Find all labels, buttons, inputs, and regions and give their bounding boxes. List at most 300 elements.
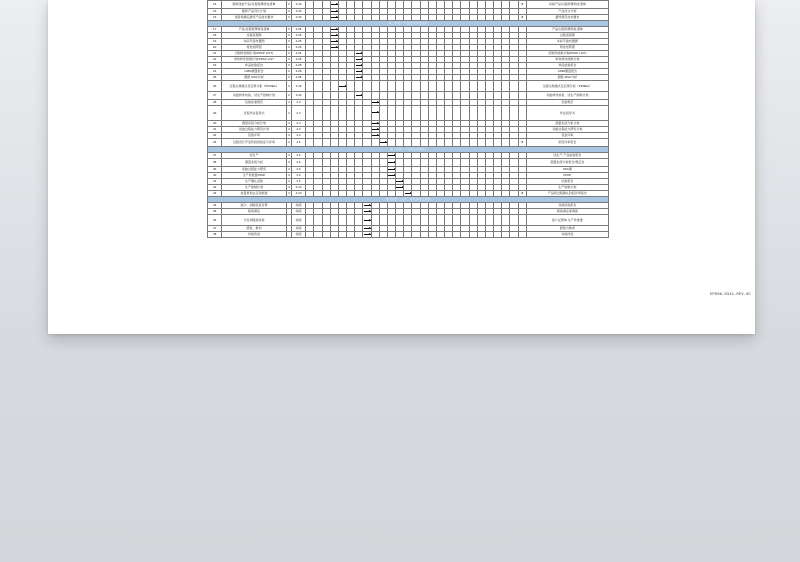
timeline-cell <box>363 139 371 147</box>
deliverable-name: 产品设计计划 <box>526 9 608 15</box>
timeline-cell <box>502 232 510 238</box>
task-number: 37 <box>208 153 222 159</box>
task-name: CMM测量报告 <box>222 69 286 75</box>
timeline-cell <box>436 106 444 121</box>
timeline-cell <box>453 81 461 92</box>
schedule-arrow <box>356 53 363 54</box>
timeline-cell <box>387 81 395 92</box>
schedule-arrow <box>405 193 412 194</box>
task-number: 39 <box>208 167 222 173</box>
task-month: 4 <box>286 106 291 121</box>
timeline-cell <box>306 106 314 121</box>
task-name: 试验场确定最终产品技术要求 <box>222 15 286 21</box>
timeline-cell <box>404 81 412 92</box>
timeline-cell <box>453 106 461 121</box>
deliverable-name: 试验报告 <box>526 179 608 185</box>
timeline-cell <box>469 159 477 167</box>
timeline-cell <box>461 215 469 226</box>
task-name: 随样送检产品/过程特殊特性清单 <box>222 1 286 9</box>
timeline-cell <box>338 92 346 100</box>
task-date: 3.30 <box>291 1 305 9</box>
timeline-cell <box>445 159 453 167</box>
schedule-arrow <box>331 17 338 18</box>
timeline-cell <box>330 191 338 197</box>
task-number: 19 <box>208 39 222 45</box>
timeline-cell <box>379 81 387 92</box>
timeline-cell <box>461 92 469 100</box>
timeline-cell <box>347 92 355 100</box>
timeline-cell <box>371 1 379 9</box>
timeline-cell <box>387 15 395 21</box>
task-date: 4.3 <box>291 127 305 133</box>
timeline-cell <box>306 139 314 147</box>
task-name: 初始过程能力研究计划 <box>222 127 286 133</box>
timeline-cell <box>314 15 322 21</box>
deliverable-name: 顾客满意度调查 <box>526 209 608 215</box>
timeline-cell <box>355 15 363 21</box>
timeline-cell <box>371 159 379 167</box>
timeline-cell <box>363 106 371 121</box>
task-name: 质量策划认定和批准 <box>222 191 286 197</box>
task-date: 3.29 <box>291 81 305 92</box>
deliverable-name: 过程流程图 <box>526 33 608 39</box>
timeline-cell <box>428 15 436 21</box>
timeline-cell <box>387 191 395 197</box>
timeline-cell <box>330 159 338 167</box>
timeline-cell <box>412 81 420 92</box>
timeline-cell <box>379 191 387 197</box>
timeline-cell <box>347 15 355 21</box>
deliverable-name: 作业指导书 <box>526 106 608 121</box>
timeline-cell <box>379 15 387 21</box>
task-row <box>208 106 609 121</box>
task-month: 3 <box>287 51 290 55</box>
timeline-cell <box>494 215 502 226</box>
timeline-cell <box>436 139 444 147</box>
timeline-cell <box>436 232 444 238</box>
timeline-cell <box>363 15 371 21</box>
task-name: 过程设计开发阶段的验证与评审 <box>222 139 286 147</box>
timeline-cell <box>502 81 510 92</box>
timeline-cell <box>436 92 444 100</box>
timeline-cell <box>428 139 436 147</box>
deliverable-name: 图纸·MSA分析 <box>526 75 608 81</box>
task-number: 41 <box>208 179 222 185</box>
task-name: 减少、消除变差对策 <box>222 203 286 209</box>
deliverable-name: 产品和过程确认阶段评审报告 <box>526 191 608 197</box>
timeline-cell <box>510 215 518 226</box>
timeline-cell <box>330 1 338 9</box>
timeline-cell <box>347 215 355 226</box>
schedule-arrow <box>331 4 338 5</box>
timeline-cell <box>420 106 428 121</box>
timeline-cell <box>306 15 314 21</box>
timeline-cell <box>404 191 412 197</box>
task-number: 15 <box>208 15 222 21</box>
timeline-cell <box>461 1 469 9</box>
task-number: 40 <box>208 173 222 179</box>
task-date: 4.5 <box>291 139 305 147</box>
timeline-cell <box>355 1 363 9</box>
timeline-cell <box>404 1 412 9</box>
timeline-cell <box>314 159 322 167</box>
task-number: 20 <box>208 45 222 51</box>
task-date: 3.30 <box>291 15 305 21</box>
timeline-cell <box>387 106 395 121</box>
timeline-cell <box>461 15 469 21</box>
task-name: 测量系统分析 <box>222 159 286 167</box>
task-date: 4.6 <box>291 153 305 159</box>
timeline-cell <box>436 191 444 197</box>
task-number: 25 <box>208 75 222 81</box>
timeline-cell <box>436 1 444 9</box>
task-number: 21 <box>208 51 222 57</box>
deliverable-name: 生产控制计划 <box>526 185 608 191</box>
task-name: 包装评审 <box>222 133 286 139</box>
phase-title: 第四阶段：反馈、评定和纠正措施 <box>208 197 609 203</box>
timeline-cell <box>347 1 355 9</box>
timeline-cell <box>494 1 502 9</box>
apqp-schedule-sheet <box>207 0 609 252</box>
timeline-cell <box>379 92 387 100</box>
timeline-cell <box>485 106 493 121</box>
timeline-cell <box>453 215 461 226</box>
timeline-cell <box>412 159 420 167</box>
task-date: 3.28 <box>291 69 305 75</box>
schedule-arrow <box>339 86 346 87</box>
timeline-cell <box>306 81 314 92</box>
task-name: 过程作业指导书 <box>222 106 286 121</box>
timeline-cell <box>445 232 453 238</box>
timeline-cell <box>363 81 371 92</box>
task-month: 4 <box>287 133 290 137</box>
timeline-cell <box>330 15 338 21</box>
timeline-cell <box>510 81 518 92</box>
timeline-cell <box>469 191 477 197</box>
schedule-arrow <box>372 112 379 113</box>
deliverable-name: 审核样件控制计划 <box>526 57 608 63</box>
timeline-cell <box>347 191 355 197</box>
timeline-cell <box>428 106 436 121</box>
schedule-arrow <box>364 205 371 206</box>
schedule-arrow <box>364 234 371 235</box>
timeline-cell <box>347 232 355 238</box>
timeline-cell <box>485 81 493 92</box>
task-name: 交付和服务改进 <box>222 215 286 226</box>
timeline-cell <box>477 215 485 226</box>
timeline-cell <box>322 191 330 197</box>
timeline-cell <box>379 106 387 121</box>
timeline-cell <box>404 106 412 121</box>
timeline-cell <box>412 1 420 9</box>
task-name: 随样产品设计计划 <box>222 9 286 15</box>
timeline-cell <box>510 139 518 147</box>
task-month: 3 <box>287 39 290 43</box>
timeline-cell <box>428 191 436 197</box>
timeline-cell <box>502 1 510 9</box>
task-month: 4 <box>286 139 291 147</box>
timeline-cell <box>371 92 379 100</box>
key-milestone-mark <box>518 92 526 100</box>
timeline-cell <box>420 159 428 167</box>
timeline-cell <box>347 81 355 92</box>
timeline-cell <box>420 139 428 147</box>
deliverable-name: 客户反馈单·生产件批准 <box>526 215 608 226</box>
timeline-cell <box>396 15 404 21</box>
task-date: 3.26 <box>291 51 305 57</box>
timeline-cell <box>412 232 420 238</box>
task-number: 32 <box>208 133 222 139</box>
schedule-arrow <box>356 95 363 96</box>
timeline-cell <box>314 1 322 9</box>
timeline-cell <box>461 81 469 92</box>
timeline-cell <box>396 215 404 226</box>
task-month: 4 <box>287 191 290 195</box>
timeline-cell <box>322 159 330 167</box>
task-number: 33 <box>208 139 222 147</box>
timeline-cell <box>322 139 330 147</box>
task-date: 4.10 <box>291 191 305 197</box>
task-month: 3 <box>287 27 290 31</box>
task-date: 4.3 <box>291 121 305 127</box>
schedule-arrow <box>331 35 338 36</box>
timeline-cell <box>502 15 510 21</box>
timeline-cell <box>510 159 518 167</box>
deliverable-name: 产品/过程特殊特性清单 <box>526 27 608 33</box>
timeline-cell <box>494 106 502 121</box>
task-date: 4.10 <box>291 185 305 191</box>
task-row <box>208 1 609 9</box>
schedule-arrow <box>388 169 395 170</box>
task-month: 4 <box>287 167 290 171</box>
timeline-cell <box>461 191 469 197</box>
task-month: 3 <box>286 1 291 9</box>
timeline-cell <box>396 81 404 92</box>
task-number: 15 <box>208 1 222 9</box>
timeline-cell <box>420 15 428 21</box>
timeline-cell <box>363 159 371 167</box>
document-page <box>48 0 755 334</box>
deliverable-name: 包装评审 <box>526 133 608 139</box>
task-date: 持续 <box>291 232 305 238</box>
schedule-arrow <box>356 77 363 78</box>
timeline-cell <box>306 1 314 9</box>
timeline-cell <box>396 92 404 100</box>
task-month: 3 <box>286 81 291 92</box>
task-month: 3 <box>287 57 290 61</box>
key-milestone-mark <box>518 159 526 167</box>
task-number: 18 <box>208 33 222 39</box>
task-row <box>208 139 609 147</box>
schedule-table <box>207 0 609 238</box>
timeline-cell <box>502 139 510 147</box>
timeline-cell <box>412 191 420 197</box>
timeline-cell <box>404 139 412 147</box>
timeline-cell <box>355 81 363 92</box>
timeline-cell <box>510 106 518 121</box>
timeline-cell <box>436 215 444 226</box>
deliverable-name: 过程失效模式及后果分析（PFMEA） <box>526 81 608 92</box>
task-month: 3 <box>287 75 290 79</box>
task-name: 过程失效模式及后果分析（PFMEA） <box>222 81 286 92</box>
schedule-arrow <box>364 220 371 221</box>
task-number: 46 <box>208 215 222 226</box>
timeline-cell <box>404 159 412 167</box>
schedule-arrow <box>372 129 379 130</box>
timeline-cell <box>510 1 518 9</box>
timeline-cell <box>338 232 346 238</box>
task-name: 生产确认试验 <box>222 179 286 185</box>
timeline-cell <box>436 159 444 167</box>
timeline-cell <box>510 15 518 21</box>
timeline-cell <box>469 81 477 92</box>
key-milestone-mark: ★ <box>518 15 526 21</box>
timeline-cell <box>510 232 518 238</box>
timeline-cell <box>314 81 322 92</box>
timeline-cell <box>485 92 493 100</box>
task-date: 3.25 <box>291 27 305 33</box>
timeline-cell <box>445 81 453 92</box>
task-name: 初始过程能力研究 <box>222 167 286 173</box>
task-number: 28 <box>208 100 222 106</box>
task-name: 产品/过程特殊特性清单 <box>222 27 286 33</box>
schedule-arrow <box>372 135 379 136</box>
task-name: 车间平面布置图 <box>222 39 286 45</box>
timeline-cell <box>379 159 387 167</box>
deliverable-name: 包装规范 <box>526 100 608 106</box>
timeline-cell <box>502 92 510 100</box>
task-name: 生产控制计划 <box>222 185 286 191</box>
timeline-cell <box>477 81 485 92</box>
timeline-cell <box>396 232 404 238</box>
task-month: 4 <box>287 179 290 183</box>
task-row <box>208 215 609 226</box>
timeline-cell <box>404 215 412 226</box>
timeline-cell <box>363 1 371 9</box>
task-number: 31 <box>208 127 222 133</box>
timeline-cell <box>453 232 461 238</box>
deliverable-name: 试制件控制计划(PPAP·LIST) <box>526 51 608 57</box>
deliverable-name: 特性矩阵图 <box>526 45 608 51</box>
timeline-cell <box>420 215 428 226</box>
timeline-cell <box>306 191 314 197</box>
key-milestone-mark: ★ <box>518 191 526 197</box>
timeline-cell <box>494 191 502 197</box>
schedule-arrow <box>356 65 363 66</box>
task-date: 4.3 <box>291 100 305 106</box>
task-date: 3.28 <box>291 75 305 81</box>
timeline-cell <box>338 139 346 147</box>
timeline-cell <box>379 215 387 226</box>
timeline-cell <box>420 92 428 100</box>
timeline-cell <box>404 15 412 21</box>
task-month: 3 <box>287 45 290 49</box>
task-name: 初始样件检验、试生产控制计划 <box>222 92 286 100</box>
timeline-cell <box>379 139 387 147</box>
timeline-cell <box>428 92 436 100</box>
key-milestone-mark <box>518 81 526 92</box>
timeline-cell <box>338 1 346 9</box>
timeline-cell <box>436 81 444 92</box>
timeline-cell <box>363 92 371 100</box>
timeline-cell <box>371 215 379 226</box>
timeline-cell <box>485 1 493 9</box>
task-month: 3 <box>287 63 290 67</box>
timeline-cell <box>485 191 493 197</box>
timeline-cell <box>330 232 338 238</box>
timeline-cell <box>371 191 379 197</box>
task-number: 43 <box>208 191 222 197</box>
task-name: 审核样件控制计划/PPAP·LIST <box>222 57 286 63</box>
task-number: 45 <box>208 209 222 215</box>
task-date: 4.6 <box>291 159 305 167</box>
timeline-cell <box>338 81 346 92</box>
timeline-cell <box>445 1 453 9</box>
timeline-cell <box>445 15 453 21</box>
task-row <box>208 232 609 238</box>
timeline-cell <box>396 1 404 9</box>
timeline-cell <box>306 92 314 100</box>
timeline-cell <box>322 215 330 226</box>
timeline-cell <box>453 15 461 21</box>
schedule-arrow <box>331 47 338 48</box>
deliverable-name: 初版产品/过程特殊特性清单 <box>526 1 608 9</box>
timeline-cell <box>363 232 371 238</box>
task-month: 4 <box>286 159 291 167</box>
document-code: EPD06-0341-REV.0C <box>710 293 751 297</box>
timeline-cell <box>485 139 493 147</box>
timeline-cell <box>469 1 477 9</box>
timeline-cell <box>412 215 420 226</box>
deliverable-name: 持续改进 <box>526 232 608 238</box>
task-number: 44 <box>208 203 222 209</box>
deliverable-name: 经验与教训 <box>526 226 608 232</box>
timeline-cell <box>502 159 510 167</box>
timeline-cell <box>371 139 379 147</box>
timeline-cell <box>396 191 404 197</box>
timeline-cell <box>338 106 346 121</box>
timeline-cell <box>412 92 420 100</box>
task-date: 4.3 <box>291 106 305 121</box>
key-milestone-mark <box>518 106 526 121</box>
timeline-cell <box>445 92 453 100</box>
schedule-arrow <box>331 29 338 30</box>
task-date: 4.6 <box>291 179 305 185</box>
timeline-cell <box>445 139 453 147</box>
task-number: 27 <box>208 92 222 100</box>
task-date: 持续 <box>291 226 305 232</box>
timeline-cell <box>477 15 485 21</box>
key-milestone-mark: ★ <box>518 1 526 9</box>
timeline-cell <box>396 139 404 147</box>
timeline-cell <box>355 191 363 197</box>
task-number: 29 <box>208 106 222 121</box>
timeline-cell <box>314 92 322 100</box>
timeline-cell <box>355 139 363 147</box>
timeline-cell <box>404 232 412 238</box>
task-name: 样品检验报告 <box>222 63 286 69</box>
timeline-cell <box>485 215 493 226</box>
timeline-cell <box>445 191 453 197</box>
timeline-cell <box>347 159 355 167</box>
timeline-cell <box>469 92 477 100</box>
timeline-cell <box>485 159 493 167</box>
timeline-cell <box>306 232 314 238</box>
timeline-cell <box>485 15 493 21</box>
timeline-cell <box>314 215 322 226</box>
timeline-cell <box>355 215 363 226</box>
deliverable-name: 测量系统分析报告/稳定性 <box>526 159 608 167</box>
